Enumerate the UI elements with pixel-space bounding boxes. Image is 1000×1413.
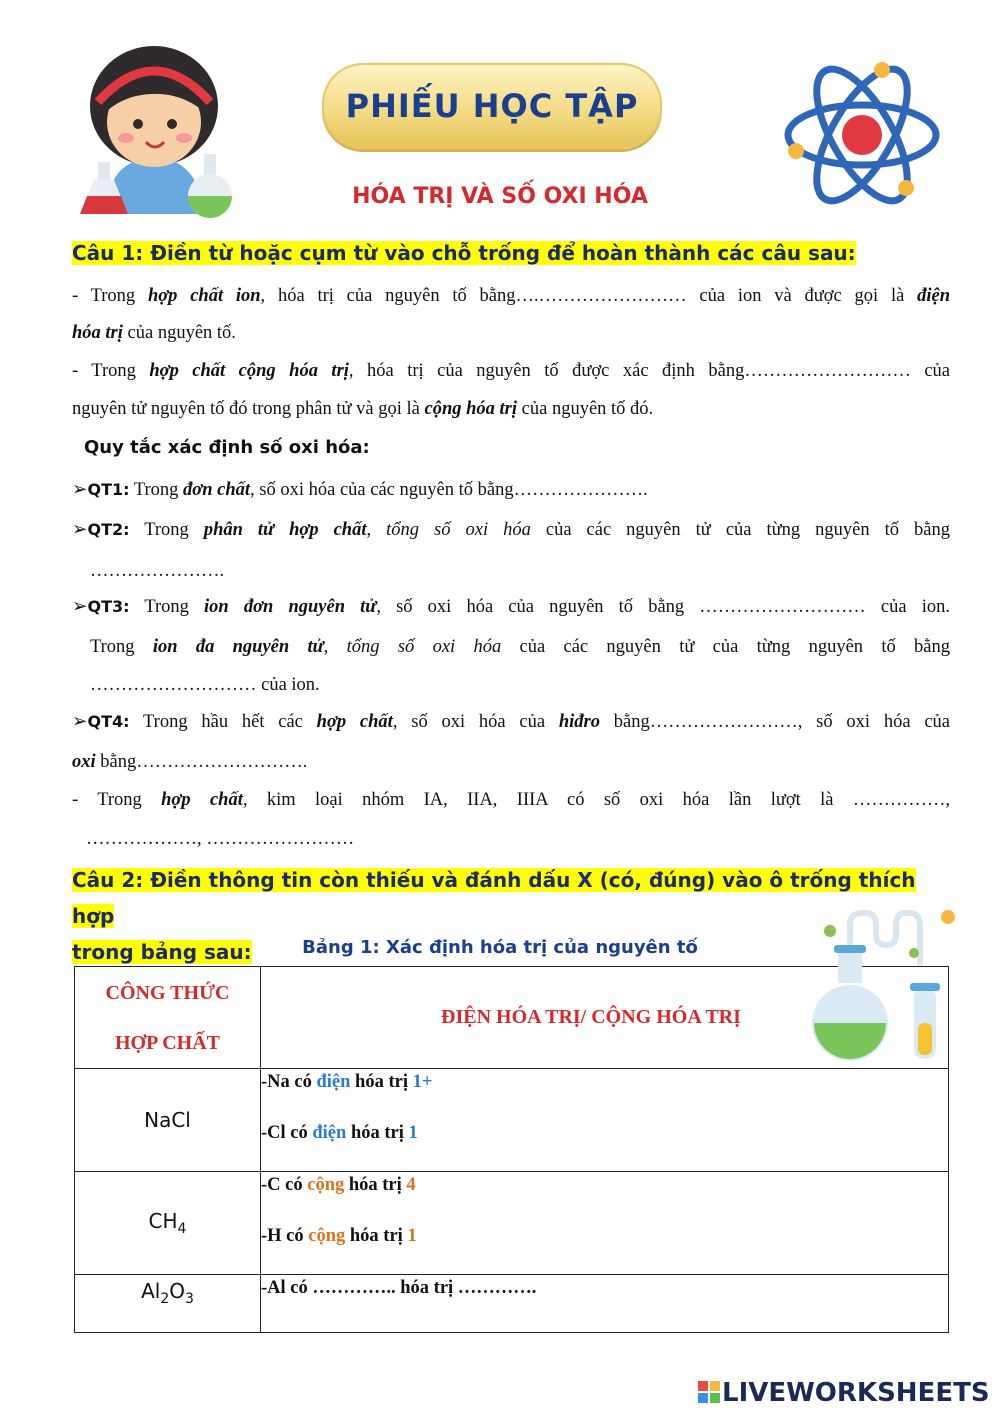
rule-qt4-cont: oxi bằng………………………. [72, 752, 308, 772]
lab-flask-illustration [810, 905, 960, 1065]
valence-cell: -C có cộng hóa trị 4 -H có cộng hóa trị 1 [261, 1172, 949, 1275]
rule-qt3: ➢QT3: Trong ion đơn nguyên tử, số oxi hóa của nguyên tố bằng ……………………… của ion. [72, 597, 950, 617]
blank-answer-line[interactable]: -Al có ………….. hóa trị …………. [261, 1278, 537, 1298]
q1-paragraph-2: - Trong hợp chất cộng hóa trị, hóa trị của nguyên tố được xác định bằng……………………… của [72, 361, 951, 381]
q1-metal-line: - Trong hợp chất, kim loại nhóm IA, IIA, IIIA có số oxi hóa lần lượt là ……………, [72, 790, 950, 810]
table-caption: Bảng 1: Xác định hóa trị của nguyên tố [302, 937, 698, 958]
valence-cell: -Na có điện hóa trị 1+ -Cl có điện hóa trị 1 [261, 1069, 949, 1172]
q1-paragraph-1-cont: hóa trị của nguyên tố. [72, 323, 236, 343]
column-header-valence: ĐIỆN HÓA TRỊ/ CỘNG HÓA TRỊ [261, 967, 949, 1069]
arrow-bullet-icon: ➢ [72, 480, 88, 500]
formula-cell: NaCl [75, 1069, 261, 1172]
atom-icon [782, 50, 942, 220]
q1-paragraph-2-cont: nguyên tử nguyên tố đó trong phân tử và gọi là cộng hóa trị của nguyên tố đó. [72, 399, 654, 419]
q1-metal-line-cont: ………………, …………………… [86, 829, 355, 849]
page-subtitle: HÓA TRỊ VÀ SỐ OXI HÓA [352, 184, 648, 209]
table-row [75, 1275, 949, 1333]
rule-qt3-cont-2: ……………………… của ion. [90, 675, 320, 695]
watermark-brand: LIVEWORKSHEETS [722, 1378, 990, 1408]
rule-qt3-cont: Trong ion đa nguyên tử, tổng số oxi hóa của các nguyên tử của từng nguyên tố bằng [90, 637, 950, 657]
rule-qt4: ➢QT4: Trong hầu hết các hợp chất, số oxi hóa của hiđro bằng……………………, số oxi hóa của [72, 712, 950, 732]
table-row [75, 1172, 949, 1275]
question-2-heading: Câu 2: Điền thông tin còn thiếu và đánh dấu X (có, đúng) vào ô trống thích hợp trong bảng sau: [72, 868, 916, 964]
arrow-bullet-icon: ➢ [72, 597, 88, 617]
page-title: PHIẾU HỌC TẬP [345, 87, 639, 125]
rule-qt1: ➢QT1: Trong đơn chất, số oxi hóa của các nguyên tố bằng…………………. [72, 480, 648, 500]
arrow-bullet-icon: ➢ [72, 712, 88, 732]
table-row [75, 1069, 949, 1172]
rule-qt2-cont: …………………. [90, 561, 225, 581]
rules-heading: Quy tắc xác định số oxi hóa: [84, 437, 370, 458]
rule-qt2: ➢QT2: Trong phân tử hợp chất, tổng số oxi hóa của các nguyên tử của từng nguyên tố bằng [72, 520, 950, 540]
formula-cell: $CH_4$ [75, 1172, 261, 1275]
valence-cell [261, 1275, 949, 1333]
formula-cell: $Al_2O_3$ [75, 1275, 261, 1333]
arrow-bullet-icon: ➢ [72, 520, 88, 540]
liveworksheets-logo-icon [698, 1381, 720, 1408]
q1-paragraph-1: - Trong hợp chất ion, hóa trị của nguyên tố bằng….…………………… của ion và được gọi là điện [72, 286, 950, 306]
girl-scientist-illustration [76, 44, 236, 219]
column-header-formula: CÔNG THỨC HỢP CHẤT [75, 967, 261, 1069]
question-1-heading: Câu 1: Điền từ hoặc cụm từ vào chỗ trống để hoàn thành các câu sau: [72, 241, 856, 265]
title-banner [322, 63, 662, 149]
